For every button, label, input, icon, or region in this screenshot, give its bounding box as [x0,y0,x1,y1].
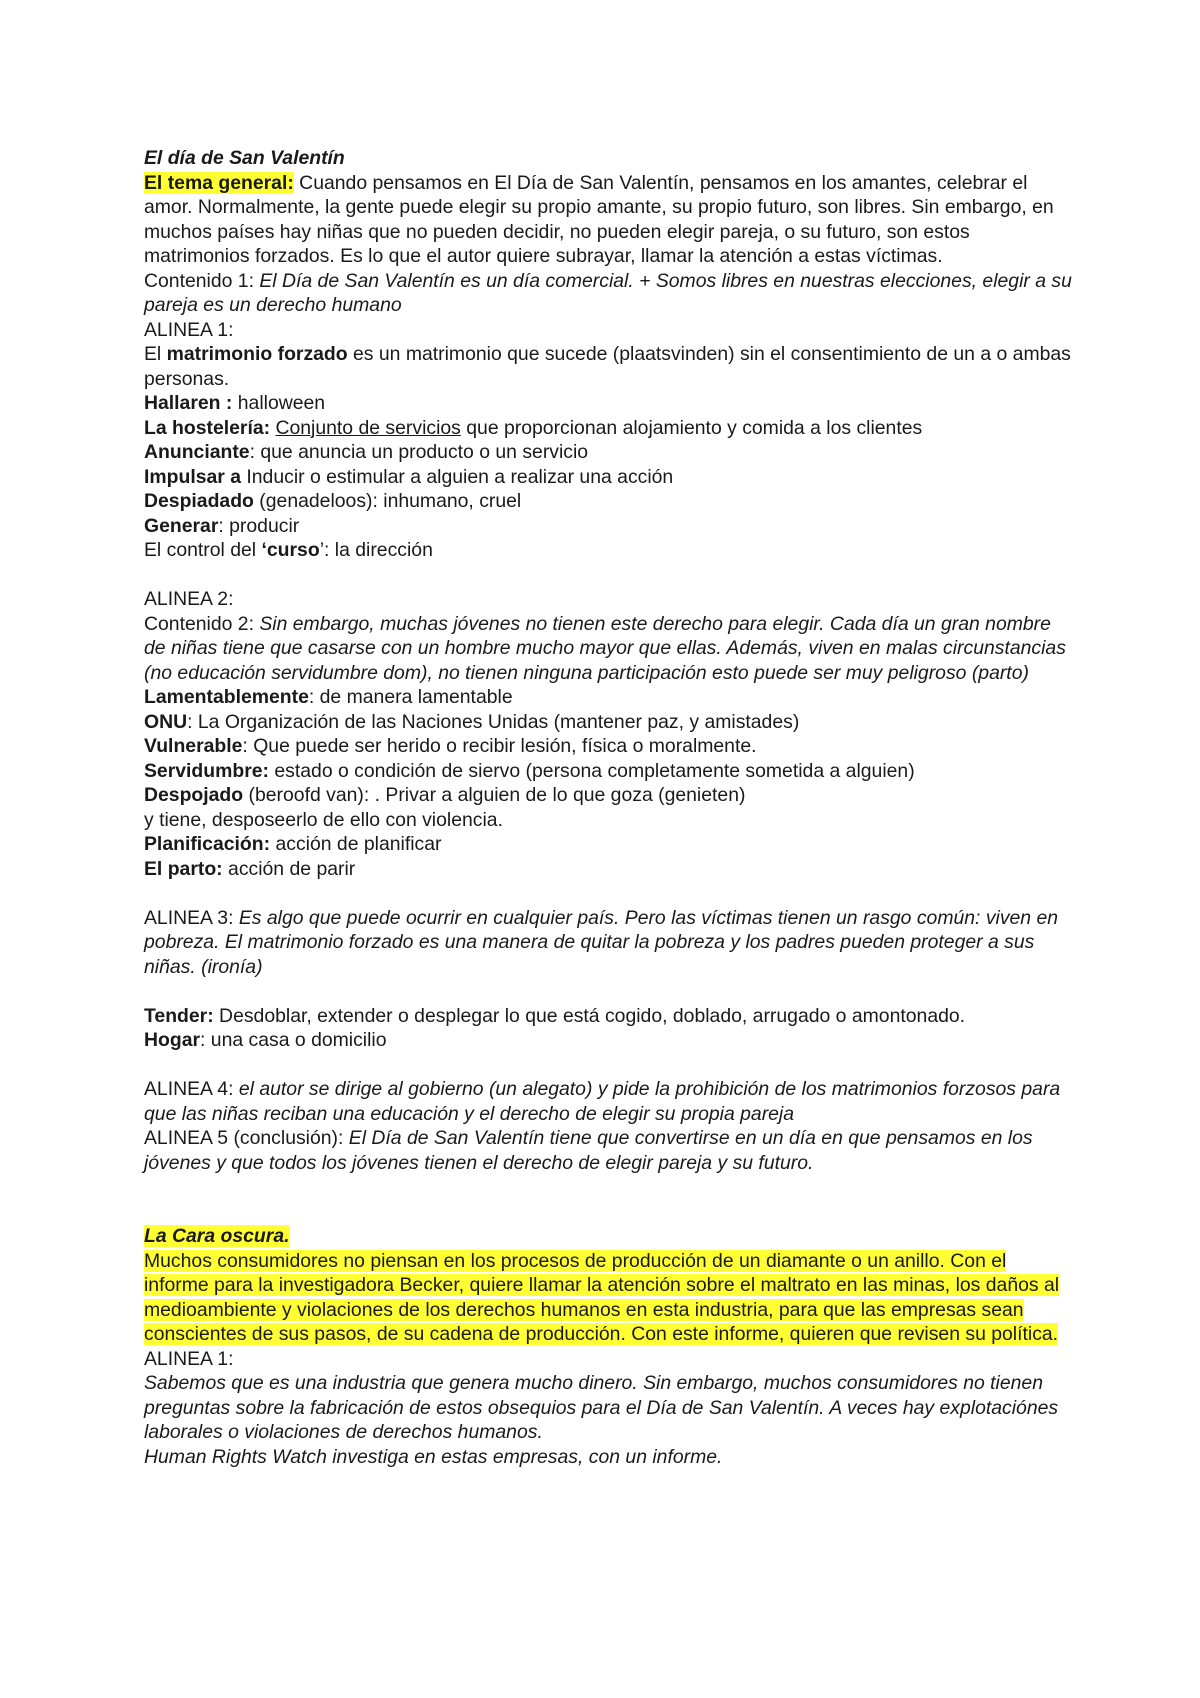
tema-general-paragraph: El tema general: Cuando pensamos en El Día de San Valentín, pensamos en los amantes, celebrar el amor. Normalmente, la gente puede elegir su propio amante, su propio futuro, son libres. Sin embargo, en muchos países hay niñas que no pueden decidir, no pueden elegir pareja, o su futuro, son estos matrimonios forzados. Es lo que el autor quiere subrayar, llamar la atención a estas víctimas. [144,171,1054,267]
alinea-4: ALINEA 4: el autor se dirige al gobierno (un alegato) y pide la prohibición de los matrimonios forzosos para que las niñas reciban una educación y el derecho de elegir su propia pareja [144,1078,1061,1125]
section-title-san-valentin: El día de San Valentín [144,147,345,169]
tema-general-label: El tema general: [144,171,294,194]
spacer [144,979,1074,1004]
definition-vulnerable: Vulnerable: Que puede ser herido o recibir lesión, física o moralmente. [144,735,757,757]
definition-impulsar: Impulsar a Inducir o estimular a alguien a realizar una acción [144,465,674,488]
spacer [144,563,1074,588]
section-title-cara-oscura: La Cara oscura. [144,1225,290,1247]
definition-lamentablemente: Lamentablemente: de manera lamentable [144,686,513,708]
definition-hosteleria: La hostelería: Conjunto de servicios que proporcionan alojamiento y comida a los clientes [144,416,923,439]
definition-matrimonio-forzado: El matrimonio forzado es un matrimonio que sucede (plaatsvinden) sin el consentimiento de un a o ambas personas. [144,343,1071,390]
definition-parto: El parto: acción de parir [144,857,356,880]
definition-curso: El control del ‘curso’: la dirección [144,539,433,561]
document-body [144,146,1074,1469]
definition-servidumbre: Servidumbre: estado o condición de siervo (persona completamente sometida a alguien) [144,759,915,782]
alinea-3: ALINEA 3: Es algo que puede ocurrir en cualquier país. Pero las víctimas tienen un rasgo común: viven en pobreza. El matrimonio forzado es una manera de quitar la pobreza y los padres pueden proteger a sus niñas. (ironía) [144,906,1059,978]
definition-despojado: Despojado (beroofd van): . Privar a alguien de lo que goza (genieten) [144,784,746,806]
definition-generar: Generar: producir [144,514,300,537]
definition-despiadado: Despiadado (genadeloos): inhumano, cruel [144,490,522,512]
contenido-2: Contenido 2: Sin embargo, muchas jóvenes no tienen este derecho para elegir. Cada día un gran nombre de niñas tiene que casarse con un hombre mucho mayor que ellas. Además, viven en malas circunstancias (no educación servidumbre dom), no tienen ninguna participación esto puede ser muy peligroso (parto) [144,612,1066,684]
definition-anunciante: Anunciante: que anuncia un producto o un servicio [144,441,589,463]
definition-onu: ONU: La Organización de las Naciones Unidas (mantener paz, y amistades) [144,710,800,733]
definition-planificacion: Planificación: acción de planificar [144,833,442,855]
cara-oscura-alinea-1-heading: ALINEA 1: [144,1347,234,1370]
definition-hogar: Hogar: una casa o domicilio [144,1029,387,1051]
cara-oscura-summary: Muchos consumidores no piensan en los procesos de producción de un diamante o un anillo. Con el informe para la investigadora Becker, quiere llamar la atención sobre el maltrato en las minas, los daños al medioambiente y violaciones de los derechos humanos en esta industria, para que las empresas sean conscientes de sus pasos, de su cadena de producción. Con este informe, quieren que revisen su política. [144,1249,1060,1345]
definition-despojado-cont: y tiene, desposeerlo de ello con violencia. [144,808,503,831]
alinea-5: ALINEA 5 (conclusión): El Día de San Valentín tiene que convertirse en un día en que pensamos en los jóvenes y que todos los jóvenes tienen el derecho de elegir pareja y su futuro. [144,1127,1033,1174]
cara-oscura-alinea-1-text2: Human Rights Watch investiga en estas empresas, con un informe. [144,1445,723,1468]
alinea-2-heading: ALINEA 2: [144,588,234,610]
alinea-1-heading: ALINEA 1: [144,318,234,341]
definition-hallaren: Hallaren : halloween [144,392,326,414]
contenido-1: Contenido 1: El Día de San Valentín es un día comercial. + Somos libres en nuestras elecciones, elegir a su pareja es un derecho humano [144,269,1072,316]
spacer [144,1053,1074,1078]
definition-tender: Tender: Desdoblar, extender o desplegar lo que está cogido, doblado, arrugado o amontonado. [144,1004,966,1027]
cara-oscura-alinea-1-text: Sabemos que es una industria que genera mucho dinero. Sin embargo, muchos consumidores no tienen preguntas sobre la fabricación de estos obsequios para el Día de San Valentín. A veces hay explotaciónes laborales o violaciones de derechos humanos. [144,1372,1059,1443]
spacer [144,881,1074,906]
spacer [144,1175,1074,1224]
